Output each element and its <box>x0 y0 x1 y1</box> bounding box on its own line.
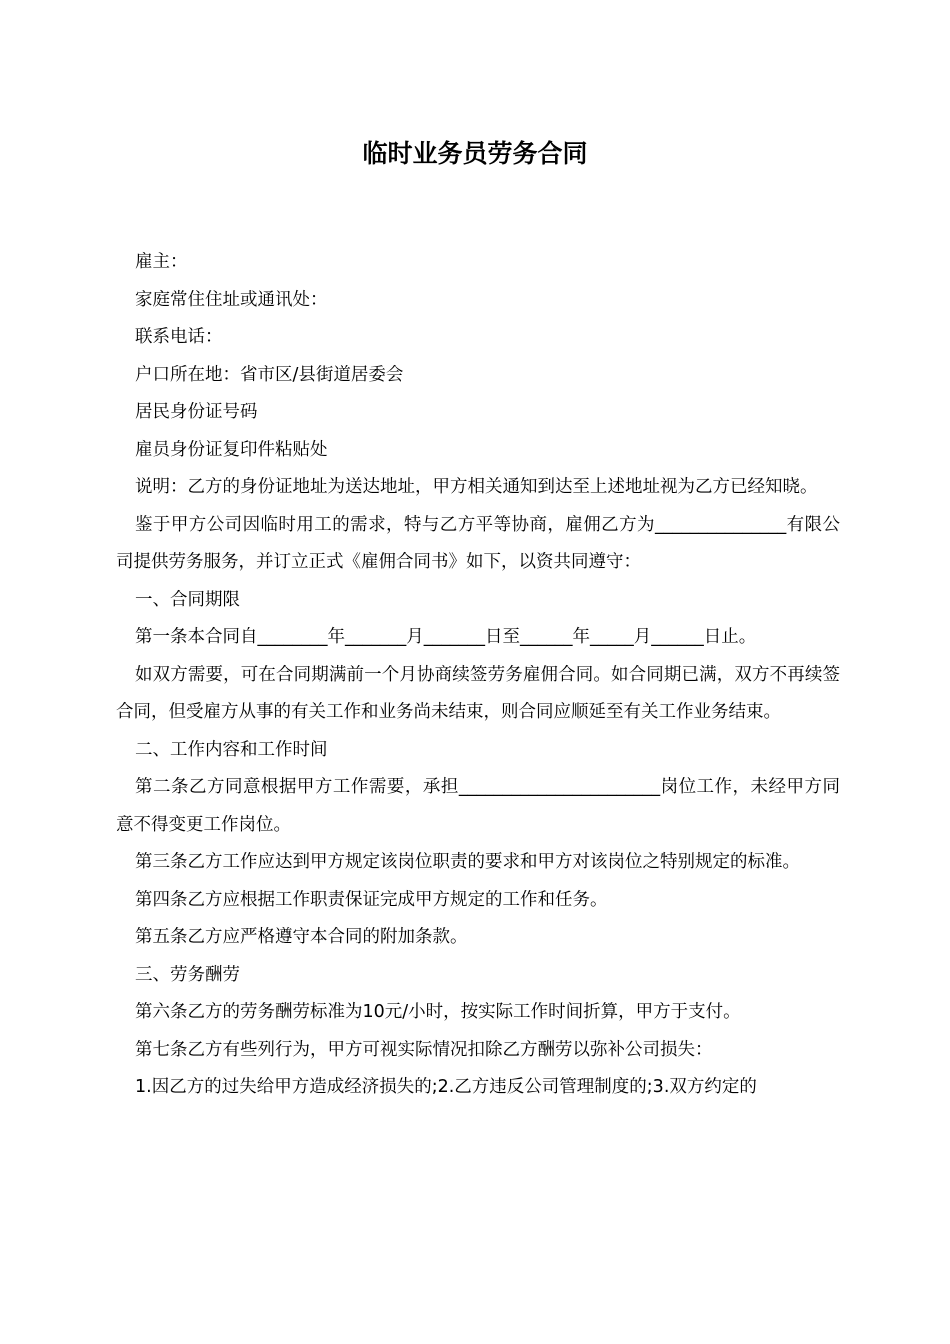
id-copy-line: 雇员身份证复印件粘贴处 <box>135 439 328 460</box>
section-heading-term: 一、合同期限 <box>135 589 240 610</box>
document-title: 临时业务员劳务合同 <box>362 139 588 168</box>
id-number-line: 居民身份证号码 <box>135 402 258 422</box>
preamble-paragraph: 鉴于甲方公司因临时用工的需求，特与乙方平等协商，雇佣乙方为_______________有限公司提供劳务服务，并订立正式《雇佣合同书》如下，以资共同遵守： <box>116 514 840 572</box>
article-1: 第一条本合同自________年_______月_______日至______年_____月______日止。 <box>135 627 757 647</box>
section-heading-pay: 三、劳务酬劳 <box>135 964 240 985</box>
article-2: 第二条乙方同意根据甲方工作需要，承担_______________________岗位工作，未经甲方同意不得变更工作岗位。 <box>116 777 840 835</box>
article-6: 第六条乙方的劳务酬劳标准为10元/小时，按实际工作时间折算，甲方于支付。 <box>135 1002 741 1022</box>
section-heading-work: 二、工作内容和工作时间 <box>135 739 328 760</box>
employer-line: 雇主： <box>135 252 188 272</box>
renewal-paragraph: 如双方需要，可在合同期满前一个月协商续签劳务雇佣合同。如合同期已满，双方不再续签合同，但受雇方从事的有关工作和业务尚未结束，则合同应顺延至有关工作业务结束。 <box>116 664 840 722</box>
article-5: 第五条乙方应严格遵守本合同的附加条款。 <box>135 927 468 947</box>
note-paragraph: 说明：乙方的身份证地址为送达地址，甲方相关通知到达至上述地址视为乙方已经知晓。 <box>135 477 818 497</box>
hukou-line: 户口所在地：省市区/县街道居委会 <box>135 364 404 385</box>
phone-line: 联系电话： <box>135 327 223 347</box>
address-line: 家庭常住住址或通讯处： <box>135 289 328 310</box>
article-7-items: 1.因乙方的过失给甲方造成经济损失的;2.乙方违反公司管理制度的;3.双方约定的 <box>135 1077 757 1097</box>
article-7: 第七条乙方有些列行为，甲方可视实际情况扣除乙方酬劳以弥补公司损失： <box>135 1039 713 1060</box>
document-body <box>116 244 840 1107</box>
article-4: 第四条乙方应根据工作职责保证完成甲方规定的工作和任务。 <box>135 889 608 910</box>
article-3: 第三条乙方工作应达到甲方规定该岗位职责的要求和甲方对该岗位之特别规定的标准。 <box>135 852 800 872</box>
